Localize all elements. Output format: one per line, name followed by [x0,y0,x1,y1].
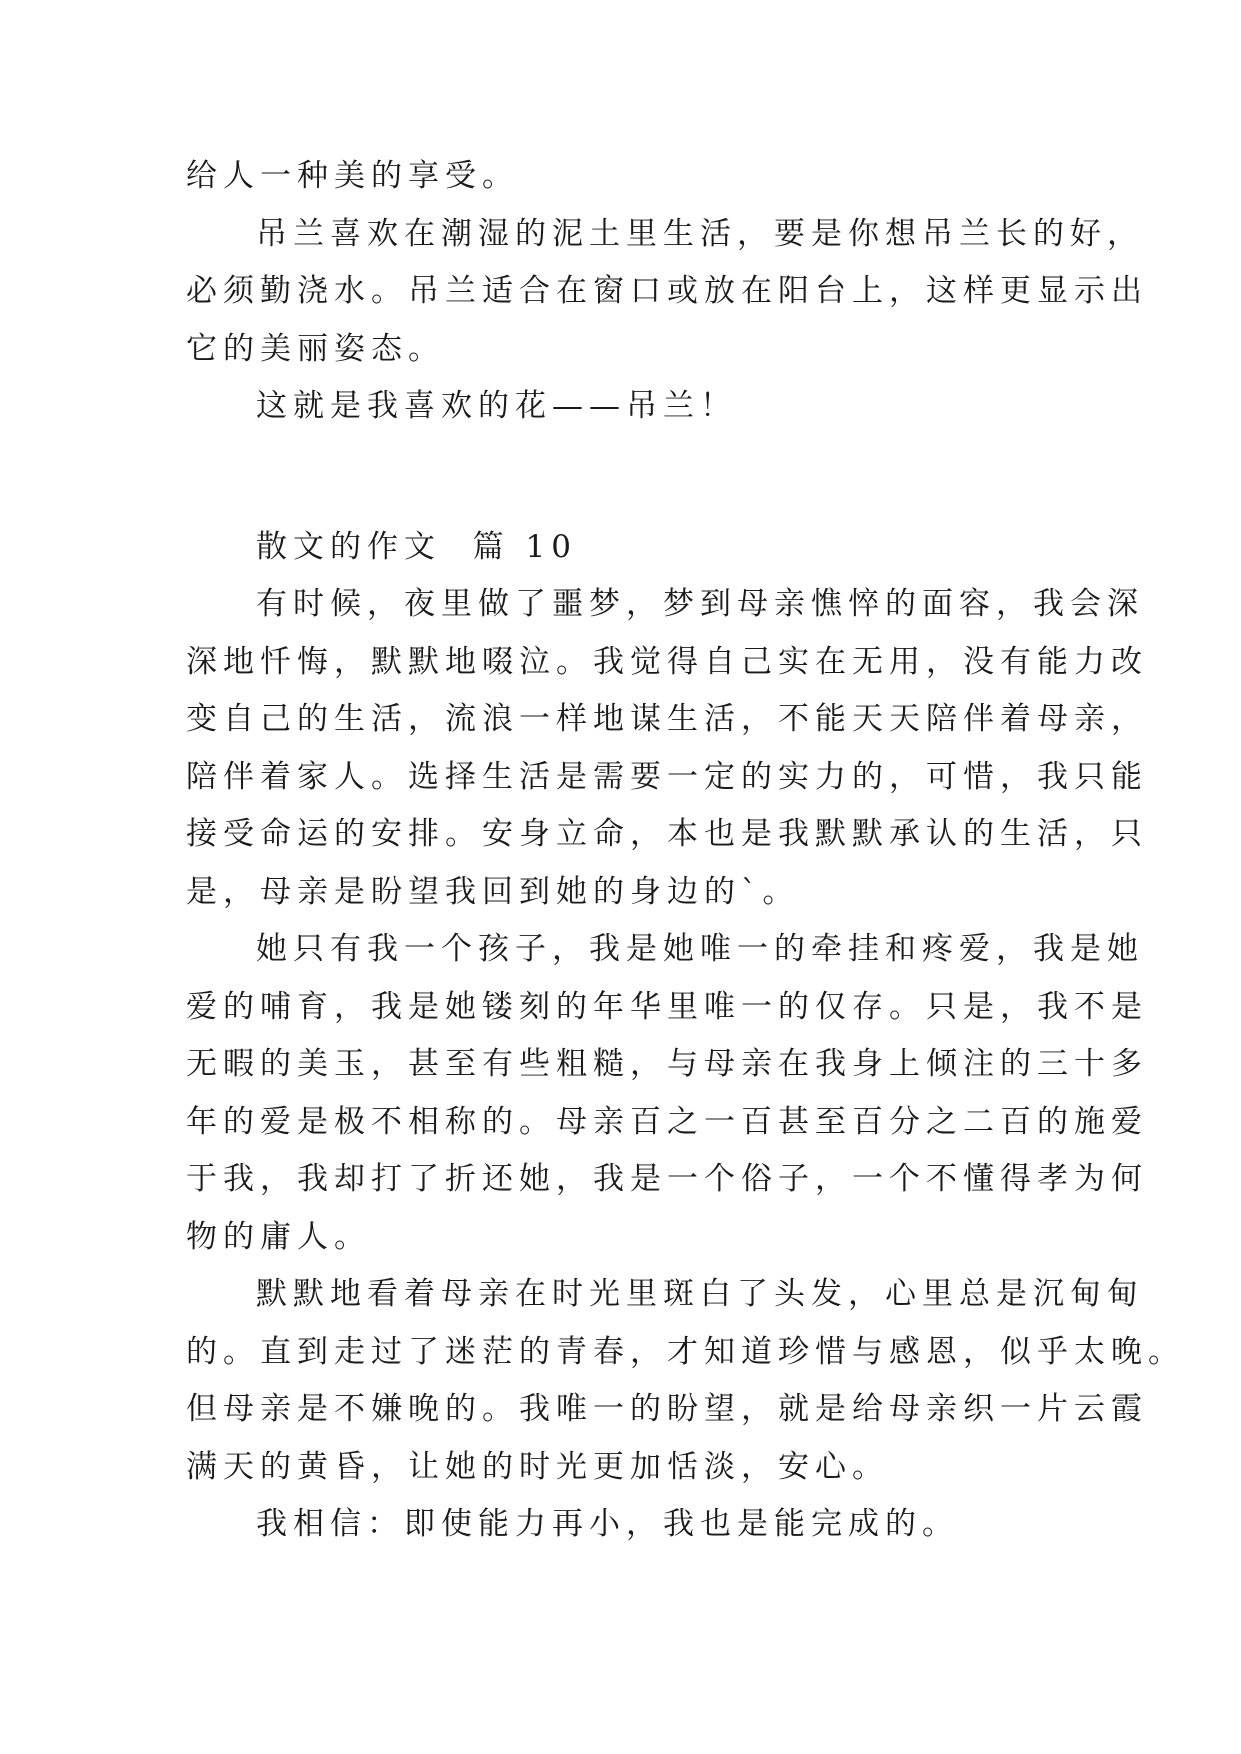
document-body [186,148,1185,1554]
paragraph-line: 年的爱是极不相称的。母亲百之一百甚至百分之二百的施爱 [186,1103,1148,1140]
paragraph-line: 的。直到走过了迷茫的青春，才知道珍惜与感恩，似乎太晚。 [186,1333,1185,1370]
paragraph-line: 但母亲是不嫌晚的。我唯一的盼望，就是给母亲织一片云霞 [186,1391,1148,1427]
paragraph-line: 深地忏悔，默默地啜泣。我觉得自己实在无用，没有能力改 [186,643,1148,680]
paragraph-line: 满天的黄昏，让她的时光更加恬淡，安心。 [186,1448,889,1485]
paragraph-line: 有时候，夜里做了噩梦，梦到母亲憔悴的面容，我会深 [256,586,1144,622]
paragraph-line: 默默地看着母亲在时光里斑白了头发，心里总是沉甸甸 [256,1276,1144,1312]
paragraph-line: 物的庸人。 [186,1218,371,1255]
paragraph-care [186,206,1148,379]
paragraph-line: 必须勤浇水。吊兰适合在窗口或放在阳台上，这样更显示出 [186,273,1148,309]
paragraph-belief: 我相信：即使能力再小，我也是能完成的。 [256,1506,959,1542]
paragraph-line: 接受命运的安排。安身立命，本也是我默默承认的生活，只 [186,816,1148,852]
paragraph-line: 变自己的生活，流浪一样地谋生活，不能天天陪伴着母亲， [186,701,1148,737]
section-gap [186,436,1086,519]
section-heading: 散文的作文 篇 10 [256,528,578,565]
paragraph-line: 陪伴着家人。选择生活是需要一定的实力的，可惜，我只能 [186,758,1148,795]
paragraph-grey-hair [186,1266,1185,1496]
paragraph-only-child [186,921,1148,1266]
paragraph-line: 给人一种美的享受。 [186,158,519,194]
paragraph-line: 于我，我却打了折还她，我是一个俗子，一个不懂得孝为何 [186,1161,1148,1197]
paragraph-nightmare [186,576,1148,921]
paragraph-line: 她只有我一个孩子，我是她唯一的牵挂和疼爱，我是她 [256,931,1144,967]
paragraph-conclusion: 这就是我喜欢的花——吊兰！ [256,388,737,424]
paragraph-line: 爱的哺育，我是她镂刻的年华里唯一的仅存。只是，我不是 [186,988,1148,1025]
paragraph-line: 它的美丽姿态。 [186,330,445,367]
paragraph-line: 吊兰喜欢在潮湿的泥土里生活，要是你想吊兰长的好， [256,215,1144,252]
paragraph-line: 是，母亲是盼望我回到她的身边的`。 [186,873,800,910]
paragraph-line: 无暇的美玉，甚至有些粗糙，与母亲在我身上倾注的三十多 [186,1046,1148,1082]
